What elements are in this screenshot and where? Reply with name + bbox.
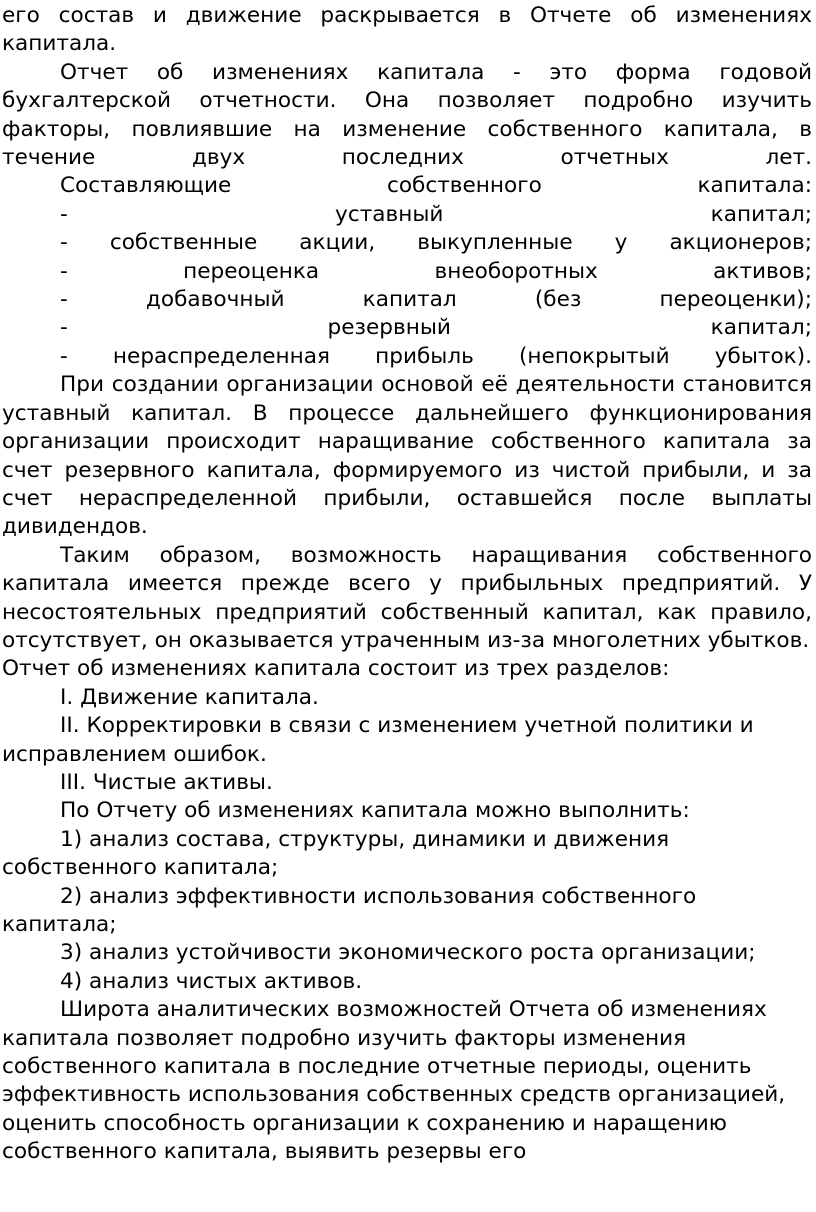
list-item: 2) анализ эффективности использования собственного капитала; <box>2 883 697 937</box>
list-item: - добавочный капитал (без переоценки); <box>60 287 812 313</box>
list-item: - переоценка внеоборотных активов; <box>60 258 812 284</box>
sections-list <box>2 684 812 798</box>
analyses-list <box>2 826 812 996</box>
list-item: - резервный капитал; <box>60 315 812 341</box>
paragraph-report-definition: Отчет об изменениях капитала - это форма годовой бухгалтерской отчетности. Она позволяет подробно изучить факторы, повлиявшие на изменение собственного капитала, в течение двух последних отчетных лет. <box>2 59 812 171</box>
components-list <box>2 201 812 371</box>
paragraph-analysis-heading: По Отчету об изменениях капитала можно выполнить: <box>60 798 690 824</box>
paragraph-sections-heading: Отчет об изменениях капитала состоит из трех разделов: <box>2 656 670 682</box>
list-item: 3) анализ устойчивости экономического роста организации; <box>60 940 756 966</box>
list-item: II. Корректировки в связи с изменением учетной политики и исправлением ошибок. <box>2 713 754 767</box>
paragraph-components-heading: Составляющие собственного капитала: <box>60 173 812 199</box>
list-item: - собственные акции, выкупленные у акционеров; <box>60 230 812 256</box>
paragraph-continuation: его состав и движение раскрывается в Отчете об изменениях капитала. <box>2 3 812 57</box>
list-item: - уставный капитал; <box>60 201 812 227</box>
list-item: 1) анализ состава, структуры, динамики и движения собственного капитала; <box>2 826 670 881</box>
paragraph-capital-growth: Таким образом, возможность наращивания собственного капитала имеется прежде всего у прибыльных предприятий. У несостоятельных предприятий собственный капитал, как правило, отсутствует, он оказывается утраченным из-за многолетних убытков. <box>2 542 812 653</box>
list-item: 4) анализ чистых активов. <box>60 968 363 994</box>
list-item: - нераспределенная прибыль (непокрытый убыток). <box>60 343 812 369</box>
paragraph-charter-capital: При создании организации основой её деятельности становится уставный капитал. В процессе дальнейшего функционирования организации происходит наращивание собственного капитала за счет резервного капитала, формируемого из чистой прибыли, и за счет нераспределенной прибыли, оставшейся после выплаты дивидендов. <box>2 372 812 540</box>
list-item: I. Движение капитала. <box>60 684 319 710</box>
list-item: III. Чистые активы. <box>60 769 273 795</box>
paragraph-analytical-scope: Широта аналитических возможностей Отчета об изменениях капитала позволяет подробно изучить факторы изменения собственного капитала в последние отчетные периоды, оценить эффективность использования собственных средств организацией, оценить способность организации к сохранению и наращению собственного капитала, выявить резервы его <box>2 997 786 1165</box>
